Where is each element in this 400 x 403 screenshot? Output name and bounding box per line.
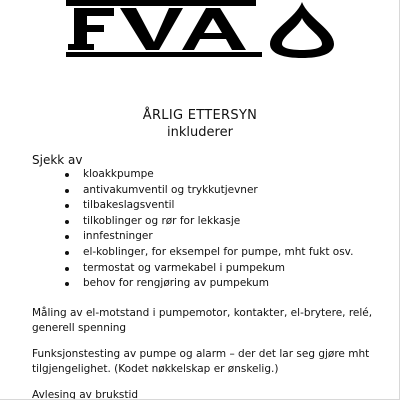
checklist-item: el-koblinger, for eksempel for pumpe, mht fukt osv. xyxy=(60,245,353,261)
paragraph-function-test: Funksjonstesting av pumpe og alarm – der det lar seg gjøre mht tilgjengelighet. (Kodet nøkkelskap er ønskelig.) xyxy=(32,348,370,375)
checklist-item: antivakumventil og trykkutjevner xyxy=(60,183,353,199)
logo-text xyxy=(66,62,67,63)
checklist-item: termostat og varmekabel i pumpekum xyxy=(60,261,353,277)
document-title: ÅRLIG ETTERSYN xyxy=(142,108,258,123)
paragraph-measurement: Måling av el-motstand i pumpemotor, kontakter, el-brytere, relé, generell spenning xyxy=(32,307,373,334)
checklist-item: tilkoblinger og rør for lekkasje xyxy=(60,214,353,230)
checklist-item: behov for rengjøring av pumpekum xyxy=(60,276,353,292)
checklist-item: kloakkpumpe xyxy=(60,167,353,183)
checklist-item: innfestninger xyxy=(60,229,353,245)
checklist xyxy=(60,167,353,292)
paragraph-usage-reading: Avlesing av brukstid xyxy=(32,389,139,401)
fva-logo xyxy=(66,0,342,62)
water-drop-icon xyxy=(270,2,334,58)
fva-logo-graphic xyxy=(66,0,342,62)
document-subtitle: inkluderer xyxy=(167,125,233,140)
logo-letter-v xyxy=(120,8,183,50)
checklist-heading: Sjekk av xyxy=(32,153,83,167)
logo-letter-f xyxy=(68,8,114,50)
checklist-item: tilbakeslagsventil xyxy=(60,198,353,214)
logo-letter-a xyxy=(182,8,246,50)
